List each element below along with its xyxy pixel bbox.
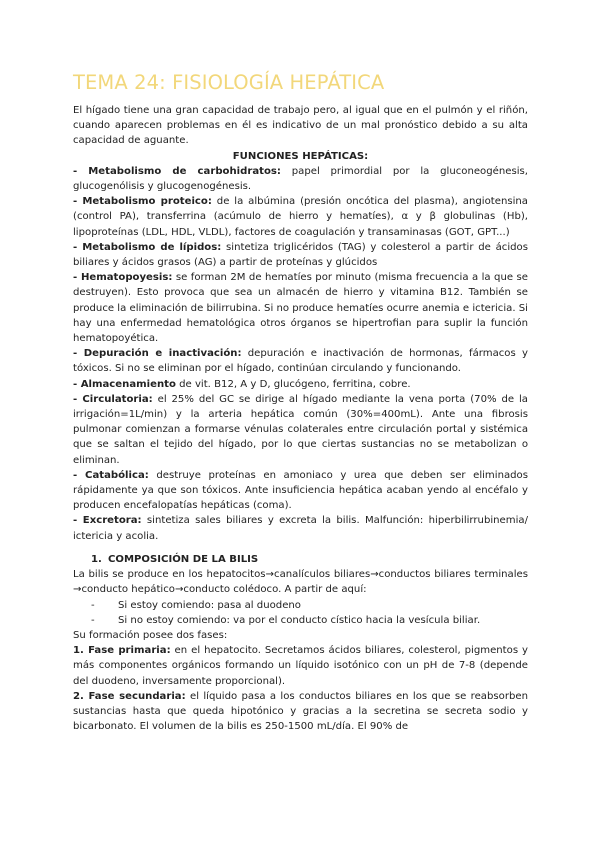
dash-icon: - (91, 599, 95, 611)
page-title: TEMA 24: FISIOLOGÍA HEPÁTICA (73, 71, 385, 94)
functions-heading: FUNCIONES HEPÁTICAS: (232, 150, 369, 162)
function-text: depuración e inactivación de hormonas, fármacos y tóxicos. Si no se eliminan por el hígado, continúan circulando y funcionando. (73, 348, 528, 375)
function-item (73, 346, 528, 376)
list-item: - Si no estoy comiendo: va por el conducto cístico hacia la vesícula biliar. (73, 613, 528, 628)
phase-text: el líquido pasa a los conductos biliares en los que se reabsorben sustancias hasta que queda hipotónico y gracias a la secretina se secreta sodio y bicarbonato. El volumen de la bilis es 250-1500 mL/día. El 90% de (73, 690, 528, 733)
function-label: - Metabolismo proteico: (73, 196, 212, 208)
function-item (73, 392, 528, 468)
function-item (73, 194, 528, 240)
function-label: - Catabólica: (73, 469, 149, 481)
phase-label: 1. Fase primaria: (73, 645, 171, 657)
dash-icon: - (91, 614, 95, 626)
document-page (73, 70, 528, 734)
function-label: - Circulatoria: (73, 393, 153, 405)
function-label: - Excretora: (73, 515, 142, 527)
function-label: - Almacenamiento (73, 378, 176, 390)
section-title: COMPOSICIÓN DE LA BILIS (108, 553, 259, 565)
section-heading (73, 552, 528, 567)
function-label: - Metabolismo de carbohidratos: (73, 165, 281, 177)
list-item: - Si estoy comiendo: pasa al duodeno (73, 598, 528, 613)
function-text: sintetiza triglicéridos (TAG) y colesterol a partir de ácidos biliares y ácidos grasos (AG) a partir de proteínas y glúcidos (73, 241, 528, 269)
function-item (73, 240, 528, 270)
function-text: el 25% del GC se dirige al hígado mediante la vena porta (70% de la irrigación=1L/min) y la arteria hepática común (30%=400mL). Ante una fibrosis pulmonar comienzan a formarse vénulas colaterales entre circulación portal y sistémica que se saltan el tejido del hígado, por lo que ciertas sustancias no se metabolizan o eliminan. (73, 393, 528, 466)
phases-intro: Su formación posee dos fases: (73, 629, 228, 641)
intro-paragraph: El hígado tiene una gran capacidad de trabajo pero, al igual que en el pulmón y el riñón, cuando aparecen problemas en él es indicativo de un mal pronóstico debido a su alta capacidad de aguante. (73, 105, 528, 147)
phase-text: en el hepatocito. Secretamos ácidos biliares, colesterol, pigmentos y más componentes orgánicos formando un líquido isotónico con un pH de 7-8 (depende del duodeno, inversamente proporcional). (73, 645, 528, 687)
function-label: - Hematopoyesis: (73, 272, 173, 284)
phase-item (73, 689, 528, 735)
section-paragraph: La bilis se produce en los hepatocitos→canalículos biliares→conductos biliares terminales →conducto hepático→conducto colédoco. A partir de aquí: (73, 569, 528, 596)
function-text: de vit. B12, A y D, glucógeno, ferritina, cobre. (175, 378, 411, 390)
function-text: sintetiza sales biliares y excreta la bilis. Malfunción: hiperbilirrubinemia/ ictericia y acolia. (73, 515, 528, 542)
function-text: papel primordial por la gluconeogénesis, glucogenólisis y glucogenogénesis. (73, 165, 528, 193)
bullet-list (73, 598, 528, 628)
phase-item (73, 643, 528, 689)
function-item (73, 164, 528, 194)
function-text: se forman 2M de hematíes por minuto (misma frecuencia a la que se destruyen). Esto provoca que sea un almacén de hierro y vitamina B12. También se produce la eliminación de bilirrubina. Si no produce hematíes ocurre anemia e ictericia. Si hay una enfermedad hematológica otros órganos se hipertrofian para suplir la función hematopoyética. (73, 272, 528, 345)
function-label: - Depuración e inactivación: (73, 348, 242, 360)
function-text: de la albúmina (presión oncótica del plasma), angiotensina (control PA), transferrina (acúmulo de hierro y hematíes), α y β globulinas (Hb), lipoproteínas (LDL, HDL, VLDL), factores de coagulación y transaminasas (GOT, GPT...) (73, 196, 528, 238)
phase-label: 2. Fase secundaria: (73, 690, 186, 702)
function-label: - Metabolismo de lípidos: (73, 241, 222, 253)
section-number: 1. (91, 553, 102, 565)
functions-list (73, 164, 528, 544)
function-item (73, 377, 528, 392)
function-item (73, 513, 528, 543)
function-item (73, 270, 528, 346)
function-text: destruye proteínas en amoniaco y urea que deben ser eliminados rápidamente ya que son tóxicos. Ante insuficiencia hepática acaban yendo al encéfalo y producen encefalopatías hepáticas (coma). (73, 469, 528, 512)
function-item (73, 468, 528, 514)
